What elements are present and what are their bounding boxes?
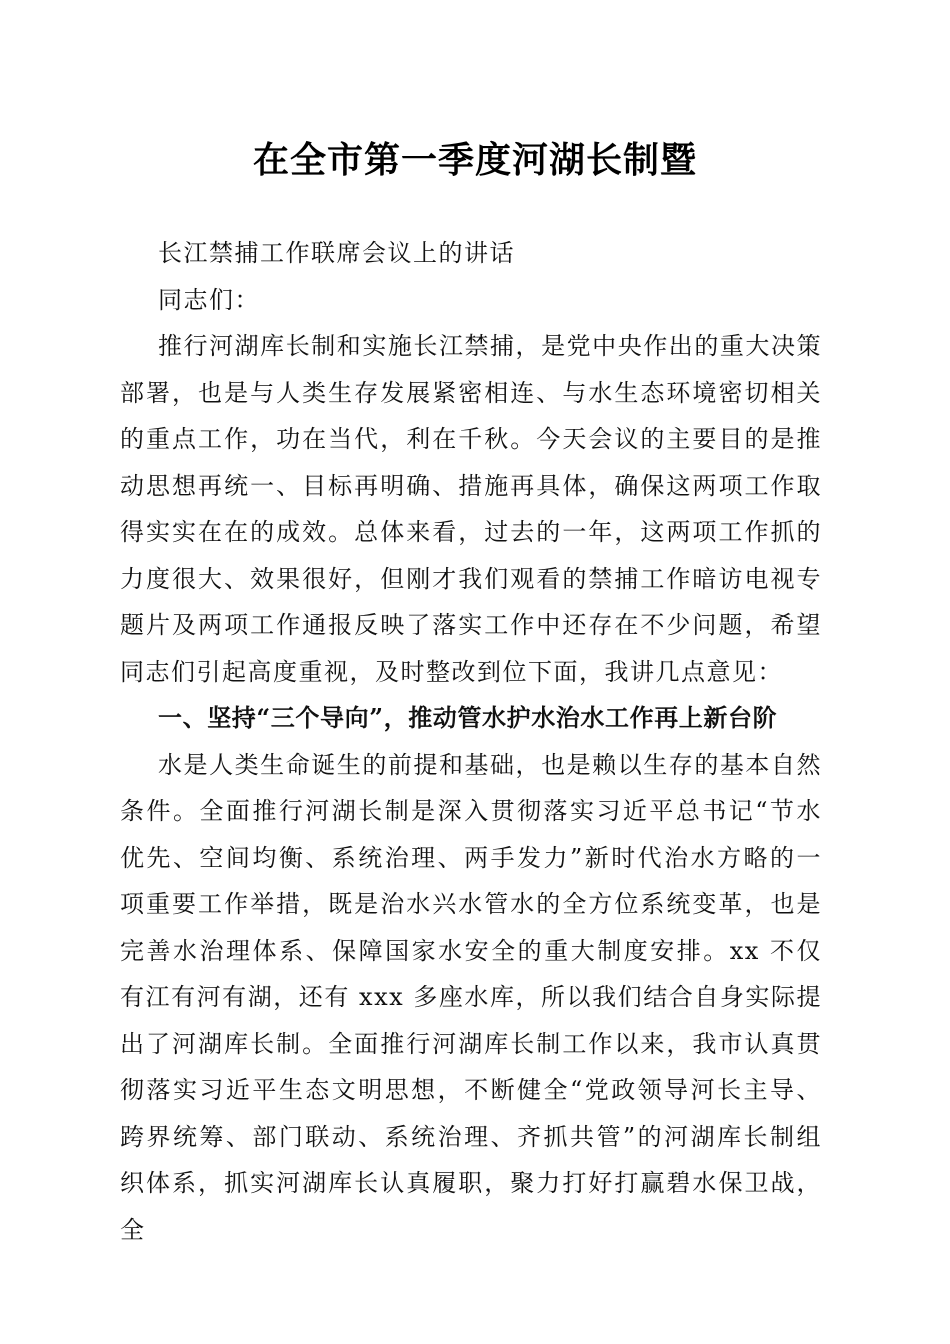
section-heading: 一、坚持“三个导向”，推动管水护水治水工作再上新台阶 bbox=[158, 703, 778, 732]
section-paragraph: 水是人类生命诞生的前提和基础，也是赖以生存的基本自然条件。全面推行河湖长制是深入贯彻落实习近平总书记“节水优先、空间均衡、系统治理、两手发力”新时代治水方略的一项重要工作举措，既是治水兴水管水的全方位系统变革，也是完善水治理体系、保障国家水安全的重大制度安排。xx 不仅有江有河有湖，还有 xxx 多座水库，所以我们结合自身实际提出了河湖库长制。全面推行河湖库长制工作以来，我市认真贯彻落实习近平生态文明思想，不断健全“党政领导河长主导、跨界统筹、部门联动、系统治理、齐抓共管”的河湖库长制组织体系，抓实河湖库长认真履职，聚力打好打赢碧水保卫战，全 bbox=[120, 750, 822, 1244]
salutation: 同志们： bbox=[158, 285, 260, 314]
document-subtitle: 长江禁捕工作联席会议上的讲话 bbox=[158, 239, 515, 267]
intro-paragraph: 推行河湖库长制和实施长江禁捕，是党中央作出的重大决策部署，也是与人类生存发展紧密相连、与水生态环境密切相关的重点工作，功在当代，利在千秋。今天会议的主要目的是推动思想再统一、目标再明确、措施再具体，确保这两项工作取得实实在在的成效。总体来看，过去的一年，这两项工作抓的力度很大、效果很好，但刚才我们观看的禁捕工作暗访电视专题片及两项工作通报反映了落实工作中还存在不少问题，希望同志们引起高度重视，及时整改到位下面，我讲几点意见： bbox=[120, 332, 822, 686]
document-title: 在全市第一季度河湖长制暨 bbox=[252, 139, 697, 181]
document-body bbox=[120, 230, 822, 1253]
